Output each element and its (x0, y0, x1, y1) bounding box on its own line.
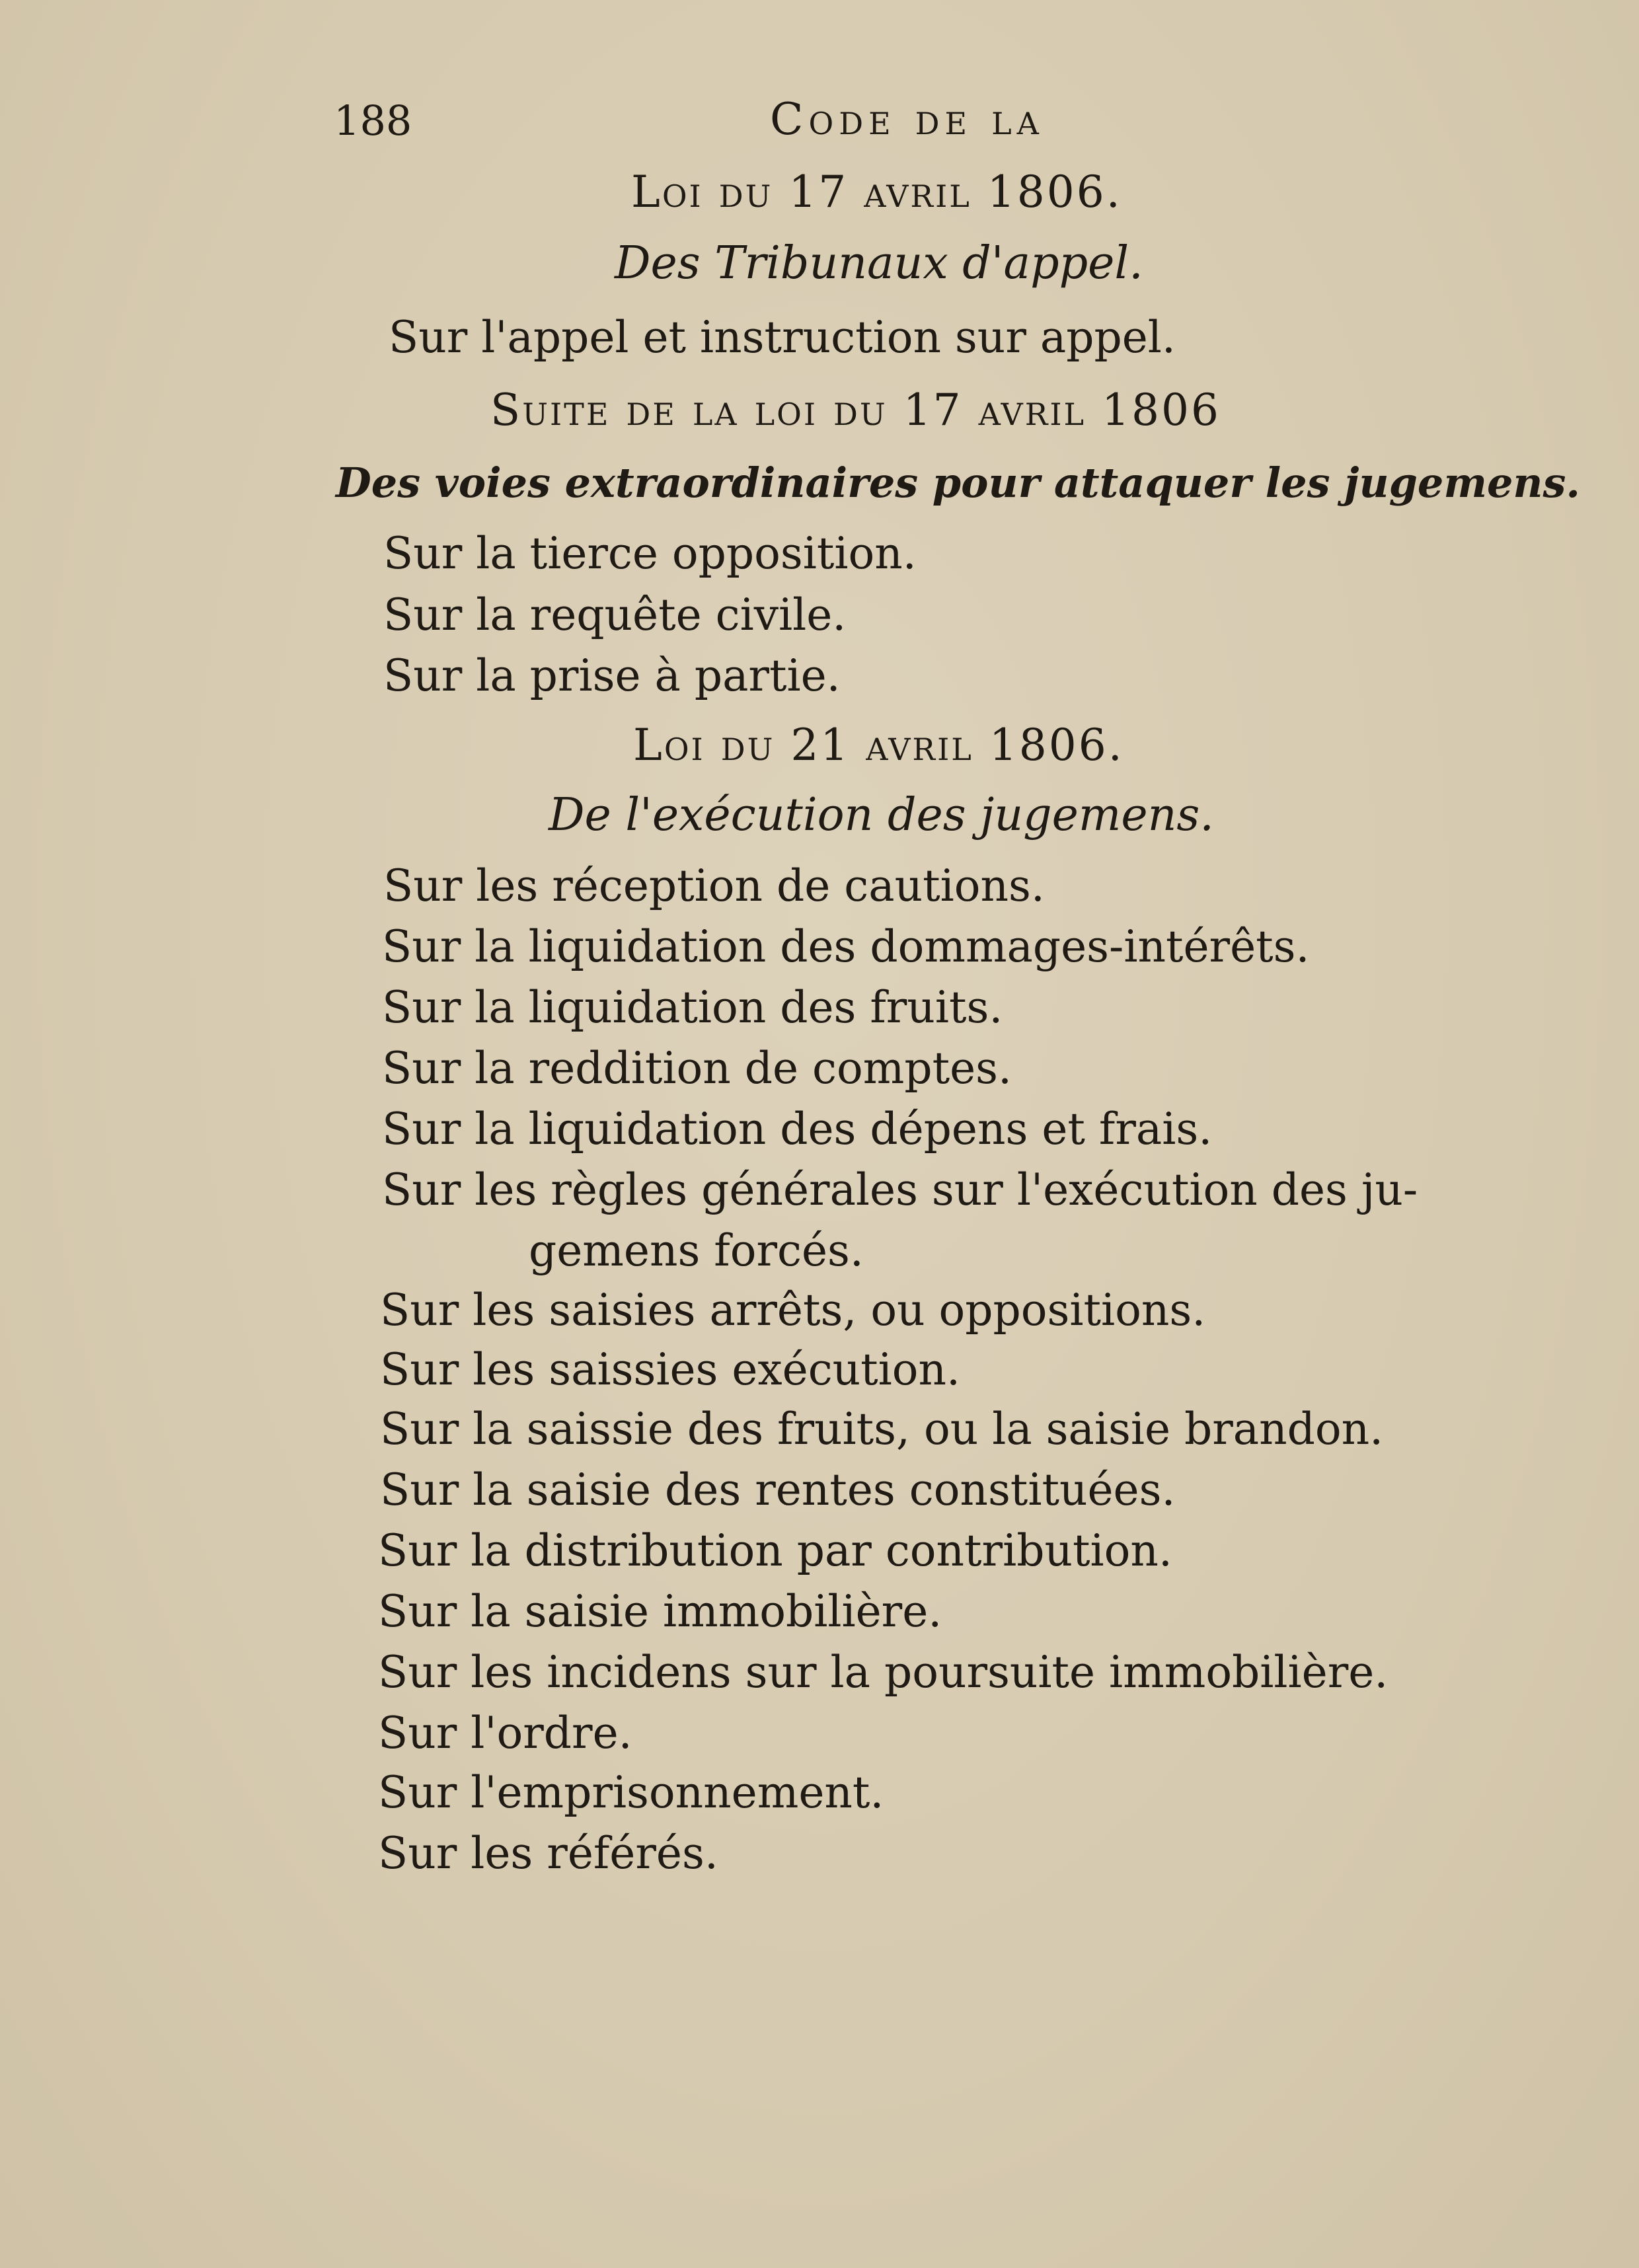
list-item: Sur la liquidation des fruits. (382, 982, 1003, 1033)
subheading-execution-jugemens: De l'exécution des jugemens. (549, 789, 1214, 841)
list-item: Sur la saissie des fruits, ou la saisie brandon. (380, 1404, 1384, 1455)
page-number: 188 (334, 96, 412, 145)
list-item: Sur l'emprisonnement. (378, 1767, 884, 1818)
item-tierce-opposition: Sur la tierce opposition. (383, 528, 917, 579)
list-item: Sur la saisie immobilière. (378, 1586, 942, 1637)
list-item-continuation: gemens forcés. (529, 1225, 864, 1276)
heading-loi-21-avril: Loi du 21 avril 1806. (633, 720, 1124, 771)
running-title-text: Code de la (770, 94, 1044, 145)
list-item: Sur la reddition de comptes. (382, 1043, 1012, 1094)
heading-suite-loi: Suite de la loi du 17 avril 1806 (490, 385, 1221, 435)
subheading-voies-extraordinaires: Des voies extraordinaires pour attaquer les jugemens. (336, 459, 1580, 507)
list-item: Sur la liquidation des dépens et frais. (382, 1104, 1213, 1154)
list-item: Sur la saisie des rentes constituées. (380, 1464, 1176, 1515)
list-item: Sur la distribution par contribution. (378, 1525, 1172, 1576)
list-item: Sur les saissies exécution. (380, 1344, 961, 1395)
list-item: Sur les saisies arrêts, ou oppositions. (380, 1285, 1206, 1336)
item-requete-civile: Sur la requête civile. (383, 589, 847, 640)
item-prise-partie: Sur la prise à partie. (383, 650, 841, 701)
heading-loi-17-avril: Loi du 17 avril 1806. (631, 167, 1122, 217)
list-item: Sur les référés. (378, 1828, 718, 1879)
list-item: Sur l'ordre. (378, 1708, 632, 1758)
list-item: Sur les réception de cautions. (383, 860, 1045, 911)
subheading-tribunaux-appel: Des Tribunaux d'appel. (615, 237, 1143, 289)
running-title (770, 94, 1044, 145)
list-item: Sur la liquidation des dommages-intérêts. (382, 921, 1310, 972)
list-item: Sur les règles générales sur l'exécution des ju- (382, 1164, 1418, 1215)
list-item: Sur les incidens sur la poursuite immobilière. (378, 1647, 1389, 1698)
item-appel: Sur l'appel et instruction sur appel. (389, 312, 1176, 363)
